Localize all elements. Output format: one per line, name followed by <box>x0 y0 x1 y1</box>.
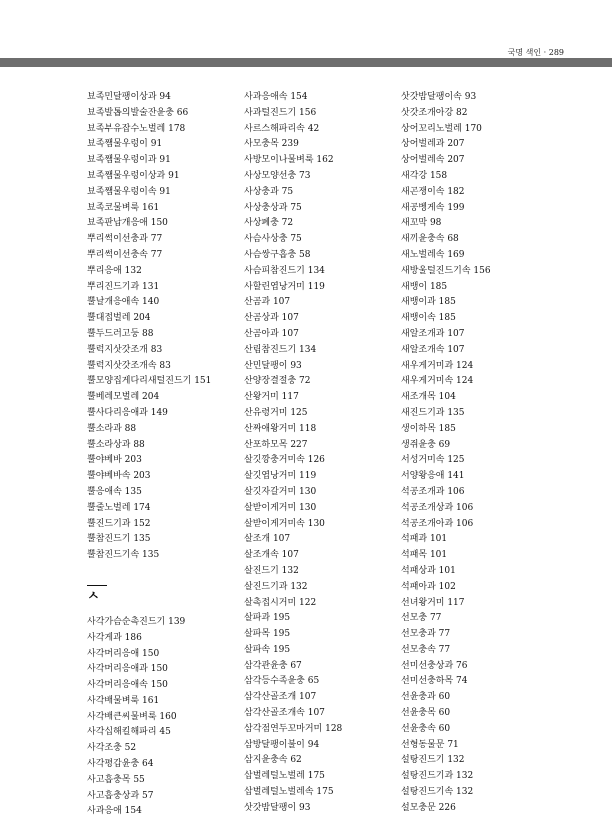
index-entry: 삼지윤충속 62 <box>244 755 302 766</box>
index-entry: 살깃자갈거미 130 <box>244 486 317 497</box>
index-entry: 새알조개과 107 <box>401 328 465 339</box>
index-entry: 석패아과 102 <box>401 581 456 592</box>
index-entry: 뿔날개응애속 140 <box>87 297 160 308</box>
index-entry: 석패상과 101 <box>401 565 456 576</box>
index-entry: 산포하모목 227 <box>244 439 308 450</box>
index-entry: 삿갓밤달팽이속 93 <box>401 92 477 102</box>
index-column-3 <box>401 90 571 817</box>
index-entry: 살진드기 132 <box>244 565 299 576</box>
index-entry: 살진드기과 132 <box>244 581 308 592</box>
index-entry: 새끼윤충속 68 <box>401 234 459 245</box>
index-entry: 뿌리썩이선충속 77 <box>87 249 163 260</box>
index-entry: 산곰상과 107 <box>244 313 299 324</box>
index-entry: 새뱅이 185 <box>401 281 448 292</box>
index-entry: 사고흡충목 55 <box>87 774 145 785</box>
index-entry: 삼각점연두꼬마거미 128 <box>244 723 343 734</box>
index-entry: 석패목 101 <box>401 550 448 561</box>
index-entry: 산왕거미 117 <box>244 392 299 403</box>
index-entry: 새방울털진드기속 156 <box>401 265 491 276</box>
index-entry: 삼각등수족윤충 65 <box>244 676 320 687</box>
index-entry: 뿔야베바 203 <box>87 455 142 466</box>
index-entry: 살파과 195 <box>244 613 291 624</box>
index-entry: 삿갓조개아강 82 <box>401 107 468 118</box>
index-entry: 산민달팽이 93 <box>244 360 302 371</box>
index-entry: 사상모양선충 73 <box>244 170 311 181</box>
index-entry: 사과털진드기 156 <box>244 107 317 118</box>
section-divider <box>87 585 107 586</box>
index-entry: 사각가슴순촉진드기 139 <box>87 616 186 627</box>
index-column-2 <box>244 90 394 817</box>
index-entry: 삼각산골조개속 107 <box>244 708 325 719</box>
index-entry: 뵤족코물벼룩 161 <box>87 202 160 213</box>
index-entry: 상어꼬리노벌레 170 <box>401 123 482 134</box>
index-entry: 설모충문 226 <box>401 802 456 813</box>
index-entry: 사상폐충 72 <box>244 218 294 229</box>
index-entry: 석공조개상과 106 <box>401 502 474 513</box>
index-entry: 새알조개속 107 <box>401 344 465 355</box>
index-entry: 뵤족부유잡수노벌레 178 <box>87 123 186 134</box>
index-entry: 뿌리응애 132 <box>87 265 142 276</box>
index-entry: 사각머리응애 150 <box>87 648 160 659</box>
index-entry: 새꼬막 98 <box>401 218 442 229</box>
index-entry: 선미선충상과 76 <box>401 660 468 671</box>
index-entry: 사르스해파리속 42 <box>244 123 320 134</box>
index-entry: 서양왕응애 141 <box>401 471 465 482</box>
index-entry: 살조개 107 <box>244 534 291 545</box>
index-entry: 삿갓밤달팽이 93 <box>244 802 311 813</box>
index-entry: 사각게과 186 <box>87 632 142 643</box>
index-entry: 뿌리진드기과 131 <box>87 281 160 292</box>
index-entry: 선윤충속 60 <box>401 723 451 734</box>
index-entry: 사모충목 239 <box>244 139 299 150</box>
index-entry: 뿔소라과 88 <box>87 423 137 434</box>
index-entry: 삽벌레털노벌레 175 <box>244 771 325 782</box>
index-entry: 뿔줄노벌레 174 <box>87 502 151 513</box>
index-entry: 뵤족민달팽이상과 94 <box>87 92 171 102</box>
index-entry: 사슴쌍구흡충 58 <box>244 249 311 260</box>
index-entry: 사과응애속 154 <box>244 92 308 102</box>
index-entry: 뿔모양집게다리새털진드기 151 <box>87 376 212 387</box>
index-entry: 살깃깡충거미속 126 <box>244 455 325 466</box>
index-entry: 살받이게거미속 130 <box>244 518 325 529</box>
header-bar <box>0 58 612 67</box>
index-entry: 산곰과 107 <box>244 297 291 308</box>
index-entry: 선모충속 77 <box>401 644 451 655</box>
index-entry: 살조개속 107 <box>244 550 299 561</box>
index-entry: 새뱅이과 185 <box>401 297 456 308</box>
index-entry: 선윤충목 60 <box>401 708 451 719</box>
index-entry: 뿔소라상과 88 <box>87 439 145 450</box>
running-header: 국명 색인 · 289 <box>507 48 564 57</box>
index-entry: 사고흡충상과 57 <box>87 790 154 801</box>
index-entry: 새각강 158 <box>401 170 448 181</box>
index-entry: 서성거미속 125 <box>401 455 465 466</box>
index-entry: 생쥐윤충 69 <box>401 439 451 450</box>
index-entry: 뿔참진드기속 135 <box>87 550 160 561</box>
index-entry: 산짜애왕거미 118 <box>244 423 317 434</box>
index-entry: 산곰아과 107 <box>244 328 299 339</box>
index-entry: 설탕진드기과 132 <box>401 771 474 782</box>
index-entry: 뵤족쨈물우렁이 91 <box>87 139 163 150</box>
index-entry: 사각머리응애속 150 <box>87 680 168 691</box>
index-entry: 뵤족쨈물우렁이과 91 <box>87 155 171 166</box>
index-entry: 사각조충 52 <box>87 743 137 754</box>
index-entry: 뵤족판납개응애 150 <box>87 218 168 229</box>
index-entry: 상어벌레속 207 <box>401 155 465 166</box>
index-entry: 설탕진드기 132 <box>401 755 465 766</box>
index-entry: 살받이게거미 130 <box>244 502 317 513</box>
index-entry: 뵤족쨈물우렁이상과 91 <box>87 170 180 181</box>
index-entry: 삼방달팽이불이 94 <box>244 739 320 750</box>
index-entry: 뿔응애속 135 <box>87 486 142 497</box>
index-entry: 사할린엽낭거미 119 <box>244 281 325 292</box>
index-entry: 산양장결절충 72 <box>244 376 311 387</box>
index-entry: 사상충상과 75 <box>244 202 302 213</box>
index-entry: 사방모이나물벼룩 162 <box>244 155 334 166</box>
index-entry: 석공조개과 106 <box>401 486 465 497</box>
index-entry: 사각머리응애과 150 <box>87 664 168 675</box>
index-entry: 사각십해킬해파리 45 <box>87 727 171 738</box>
index-entry: 삼각산골조개 107 <box>244 692 317 703</box>
index-entry: 새뱅이속 185 <box>401 313 456 324</box>
index-entry: 뿌리썩이선충과 77 <box>87 234 163 245</box>
index-entry: 새우게거미속 124 <box>401 376 474 387</box>
index-entry: 뿔진드기과 152 <box>87 518 151 529</box>
index-entry: 뵤족발톱의발술잔윤충 66 <box>87 107 189 118</box>
index-entry: 살깃엽낭거미 119 <box>244 471 317 482</box>
index-entry: 생이하목 185 <box>401 423 456 434</box>
index-column-1 <box>87 90 237 820</box>
index-entry: 사각평갑윤충 64 <box>87 759 154 770</box>
index-entry: 선녀왕거미 117 <box>401 597 465 608</box>
index-entry: 살파속 195 <box>244 644 291 655</box>
index-entry: 삼각관윤충 67 <box>244 660 302 671</box>
index-entry: 새우게거미과 124 <box>401 360 474 371</box>
index-entry: 사슴피참진드기 134 <box>244 265 325 276</box>
index-entry: 사상충과 75 <box>244 186 294 197</box>
index-entry: 새곤쟁이속 182 <box>401 186 465 197</box>
index-entry: 뿔야베바속 203 <box>87 471 151 482</box>
index-entry: 삽벌레털노벌레속 175 <box>244 787 334 798</box>
index-entry: 새진드기과 135 <box>401 407 465 418</box>
index-entry: 뿔베레모벌레 204 <box>87 392 160 403</box>
index-entry: 뿔럭지삿갓조개속 83 <box>87 360 171 371</box>
index-entry: 살파목 195 <box>244 629 291 640</box>
index-entry: 새노벌레속 169 <box>401 249 465 260</box>
index-entry: 산림참진드기 134 <box>244 344 317 355</box>
index-entry: 선윤충과 60 <box>401 692 451 703</box>
index-entry: 설탕진드기속 132 <box>401 787 474 798</box>
index-entry: 산유령거미 125 <box>244 407 308 418</box>
index-entry: 석공조개아과 106 <box>401 518 474 529</box>
index-entry: 사각배큰씨물벼룩 160 <box>87 711 177 722</box>
index-entry: 새공벵게속 199 <box>401 202 465 213</box>
index-entry: 상어벌레과 207 <box>401 139 465 150</box>
section-heading: ㅅ <box>87 588 100 604</box>
index-entry: 뿔참진드기 135 <box>87 534 151 545</box>
index-entry: 선미선충하목 74 <box>401 676 468 687</box>
index-entry: 뿔대접벌레 204 <box>87 313 151 324</box>
index-entry: 사슴사상충 75 <box>244 234 302 245</box>
index-entry: 선모충과 77 <box>401 629 451 640</box>
index-entry: 살촉접시거미 122 <box>244 597 317 608</box>
index-entry: 선형동물문 71 <box>401 739 459 750</box>
index-entry: 석패과 101 <box>401 534 448 545</box>
index-entry: 새조개목 104 <box>401 392 456 403</box>
index-entry: 선모충 77 <box>401 613 442 624</box>
index-entry: 뵤족쨈물우렁이속 91 <box>87 186 171 197</box>
index-entry: 사과응애 154 <box>87 806 142 817</box>
index-entry: 뿔두드러고둥 88 <box>87 328 154 339</box>
index-entry: 뿔사다리응애과 149 <box>87 407 168 418</box>
index-entry: 뿔럭지삿갓조개 83 <box>87 344 163 355</box>
index-entry: 사각배물벼룩 161 <box>87 695 160 706</box>
